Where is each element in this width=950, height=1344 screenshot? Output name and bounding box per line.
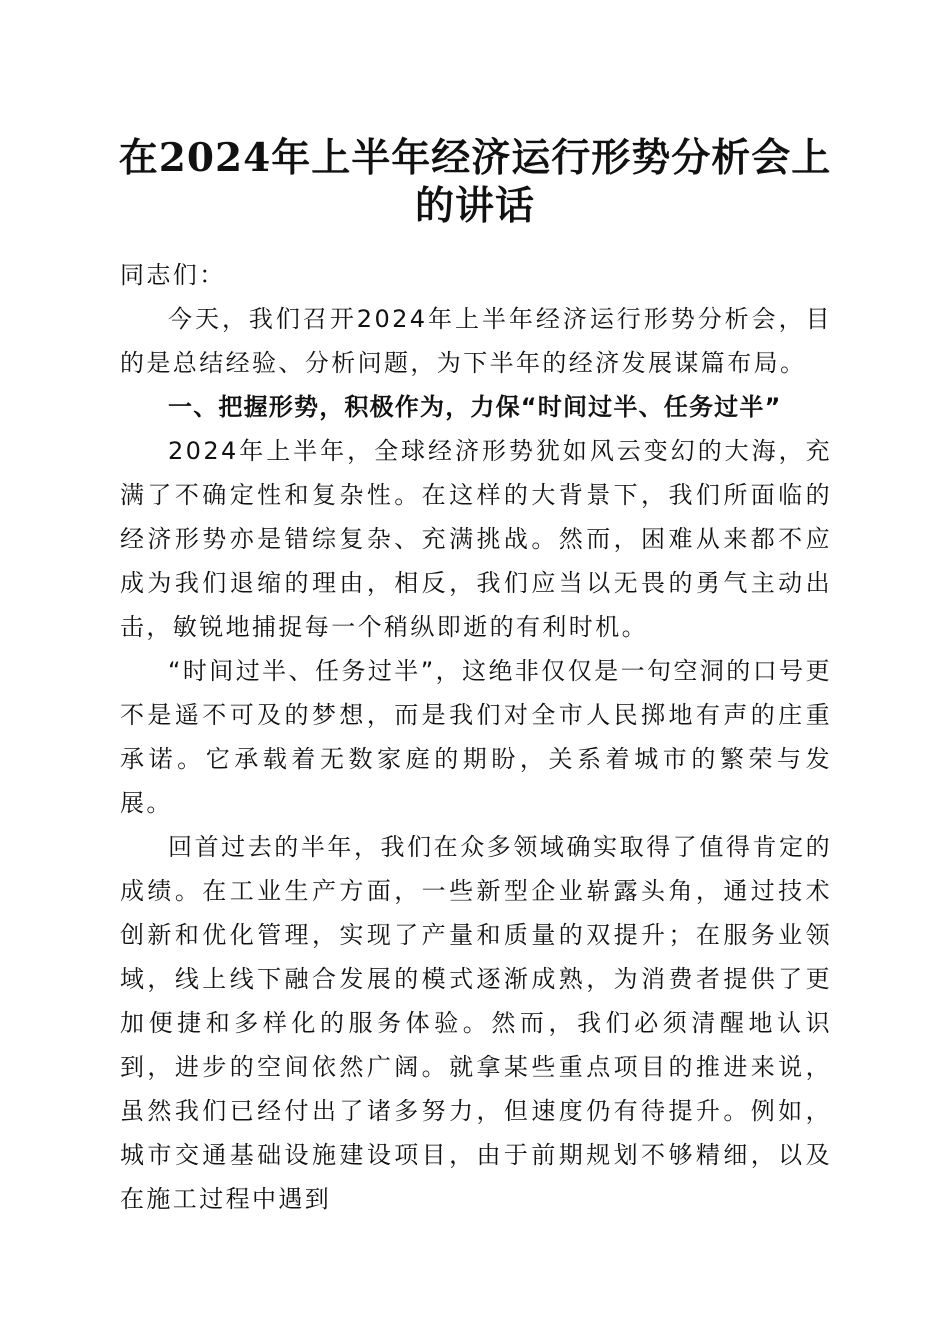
salutation: 同志们： (120, 261, 226, 289)
paragraph-commitment: “时间过半、任务过半”，这绝非仅仅是一句空洞的口号更不是遥不可及的梦想，而是我们对全市人民掷地有声的庄重承诺。它承载着无数家庭的期盼，关系着城市的繁荣与发展。 (120, 657, 832, 817)
paragraph-intro: 今天，我们召开2024年上半年经济运行形势分析会，目的是总结经验、分析问题，为下半年的经济发展谋篇布局。 (120, 305, 832, 377)
paragraph-situation: 2024年上半年，全球经济形势犹如风云变幻的大海，充满了不确定性和复杂性。在这样的大背景下，我们所面临的经济形势亦是错综复杂、充满挑战。然而，困难从来都不应成为我们退缩的理由，相反，我们应当以无畏的勇气主动出击，敏锐地捕捉每一个稍纵即逝的有利时机。 (120, 437, 832, 641)
paragraph-review: 回首过去的半年，我们在众多领域确实取得了值得肯定的成绩。在工业生产方面，一些新型企业崭露头角，通过技术创新和优化管理，实现了产量和质量的双提升；在服务业领域，线上线下融合发展的模式逐渐成熟，为消费者提供了更加便捷和多样化的服务体验。然而，我们必须清醒地认识到，进步的空间依然广阔。就拿某些重点项目的推进来说，虽然我们已经付出了诸多努力，但速度仍有待提升。例如，城市交通基础设施建设项目，由于前期规划不够精细，以及在施工过程中遇到 (120, 833, 832, 1213)
document-title: 在2024年上半年经济运行形势分析会上的讲话 (118, 135, 832, 229)
document-body (120, 253, 832, 1221)
section-heading: 一、把握形势，积极作为，力保“时间过半、任务过半” (168, 393, 782, 421)
